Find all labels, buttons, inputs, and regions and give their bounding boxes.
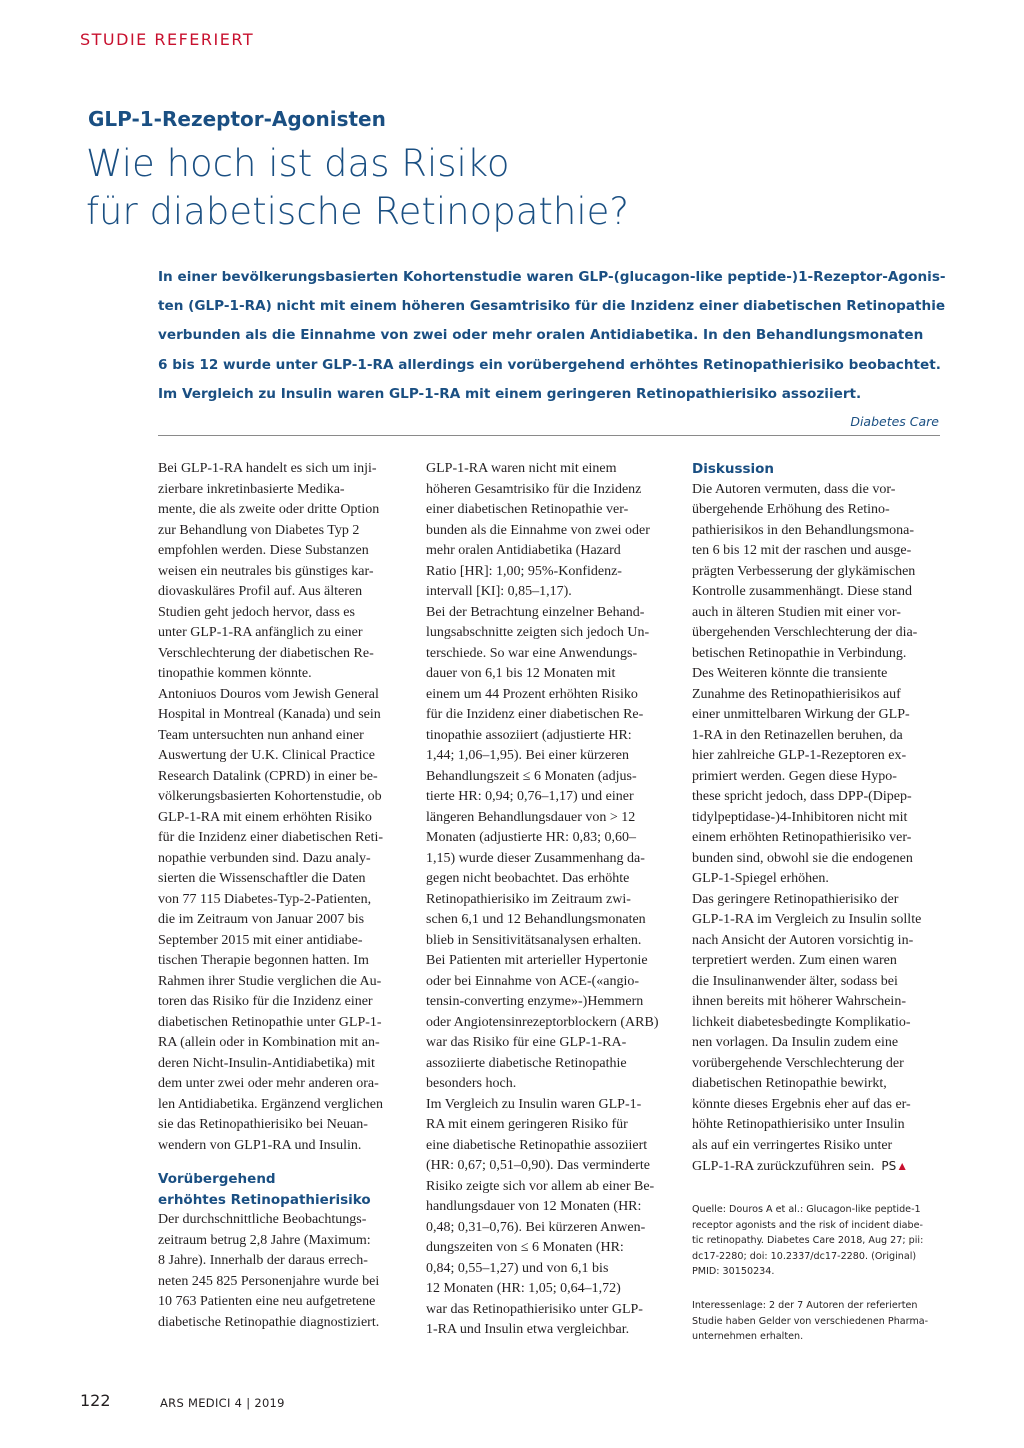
text-line: 0,48; 0,31–0,76). Bei kürzeren Anwen- xyxy=(426,1219,646,1235)
text-line: tischen Therapie begonnen hatten. Im xyxy=(158,953,369,968)
journal-source: Diabetes Care xyxy=(850,414,939,429)
text-line: RA (allein oder in Kombination mit an- xyxy=(158,1035,380,1050)
text-column-2 xyxy=(426,459,670,1341)
text-line: RA mit einem geringeren Risiko für xyxy=(426,1117,628,1132)
lead-line: In einer bevölkerungsbasierten Kohortenstudie waren GLP-(glucagon-like peptide-)1-Rezeptor-Agonis- xyxy=(158,269,946,285)
paragraph xyxy=(158,685,404,1157)
text-line: September 2015 mit einer antidiabe- xyxy=(158,932,363,948)
article-title xyxy=(86,140,629,236)
text-line: 12 Monaten (HR: 1,05; 0,64–1,72) xyxy=(426,1281,621,1296)
lead-line: ten (GLP-1-RA) nicht mit einem höheren Gesamtrisiko für die Inzidenz einer diabetischen Retinopathie xyxy=(158,298,946,315)
text-line: unter GLP-1-RA anfänglich zu einer xyxy=(158,625,363,640)
text-line: toren das Risiko für die Inzidenz einer xyxy=(158,994,373,1009)
text-line: sierten die Wissenschaftler die Daten xyxy=(158,871,366,886)
paragraph xyxy=(426,459,670,603)
text-line: Interessenlage: 2 der 7 Autoren der referierten xyxy=(692,1300,918,1311)
subheading xyxy=(158,1169,404,1210)
text-line: nach Ansicht der Autoren vorsichtig in- xyxy=(692,932,914,948)
text-line: weisen ein neutrales bis günstiges kar- xyxy=(158,563,374,579)
text-line: höheren Gesamtrisiko für die Inzidenz xyxy=(426,481,642,497)
text-line: primiert werden. Gegen diese Hypo- xyxy=(692,768,897,784)
text-line: oder bei Einnahme von ACE-(«angio- xyxy=(426,973,640,989)
text-line: pathierisikos in den Behandlungsmona- xyxy=(692,522,915,538)
title-line: für diabetische Retinopathie? xyxy=(86,190,630,233)
text-line: ten 6 bis 12 mit der raschen und ausge- xyxy=(692,543,912,558)
text-line: Bei Patienten mit arterieller Hypertonie xyxy=(426,953,648,968)
paragraph xyxy=(158,1210,404,1333)
interest-note xyxy=(692,1298,938,1345)
text-line: 1-RA und Insulin etwa vergleichbar. xyxy=(426,1322,630,1337)
text-line: Team untersuchten nun anhand einer xyxy=(158,727,364,743)
paragraph xyxy=(692,480,937,665)
text-line: Risiko zeigte sich vor allem ab einer Be- xyxy=(426,1178,655,1194)
text-line: handlungsdauer von 12 Monaten (HR: xyxy=(426,1199,642,1214)
text-line: zeitraum betrug 2,8 Jahre (Maximum: xyxy=(158,1232,371,1248)
text-line: Studie haben Gelder von verschiedenen Pharma- xyxy=(692,1315,929,1327)
text-line: blieb in Sensitivitätsanalysen erhalten. xyxy=(426,932,642,948)
text-line: sie das Retinopathierisiko bei Neuan- xyxy=(158,1117,368,1132)
text-line: Des Weiteren könnte die transiente xyxy=(692,666,888,681)
text-line: bunden sind, obwohl sie die endogenen xyxy=(692,850,913,866)
author-initials: PS xyxy=(881,1159,897,1173)
text-line: war das Retinopathierisiko unter GLP- xyxy=(426,1301,643,1317)
paragraph xyxy=(158,459,404,685)
text-line: zierbare inkretinbasierte Medika- xyxy=(158,481,345,497)
text-line: tinopathie kommen könnte. xyxy=(158,666,312,681)
text-line: Rahmen ihrer Studie verglichen die Au- xyxy=(158,973,382,989)
text-line: einem erhöhten Retinopathierisiko ver- xyxy=(692,830,912,845)
text-line: lichkeit diabetesbedingte Komplikatio- xyxy=(692,1014,911,1030)
text-line: Verschlechterung der diabetischen Re- xyxy=(158,645,374,661)
text-line: Das geringere Retinopathierisiko der xyxy=(692,891,899,907)
text-line: einer unmittelbaren Wirkung der GLP- xyxy=(692,707,910,722)
lead-line: 6 bis 12 wurde unter GLP-1-RA allerdings ein vorübergehend erhöhtes Retinopathierisiko beobachtet. xyxy=(158,356,941,373)
text-line: 1-RA in den Retinazellen beruhen, da xyxy=(692,727,903,743)
paragraph-end xyxy=(692,1156,937,1178)
text-line: die Insulinanwender älter, sodass bei xyxy=(692,973,898,989)
text-line: Research Datalink (CPRD) in einer be- xyxy=(158,768,378,784)
text-line: these spricht jedoch, dass DPP-(Dipep- xyxy=(692,789,912,804)
text-line: bunden als die Einnahme von zwei oder xyxy=(426,522,650,538)
article-kicker: GLP-1-Rezeptor-Agonisten xyxy=(88,107,386,131)
text-line: einem um 44 Prozent erhöhten Risiko xyxy=(426,686,638,702)
paragraph xyxy=(692,664,937,890)
divider xyxy=(158,435,940,436)
text-line: Im Vergleich zu Insulin waren GLP-1- xyxy=(426,1096,642,1112)
text-line: Hospital in Montreal (Kanada) und sein xyxy=(158,707,381,722)
text-line: tidylpeptidase-)4-Inhibitoren nicht mit xyxy=(692,809,908,825)
text-line: zur Behandlung von Diabetes Typ 2 xyxy=(158,522,360,538)
text-line: Bei GLP-1-RA handelt es sich um inji- xyxy=(158,461,377,476)
page-number: 122 xyxy=(80,1391,111,1410)
text-line: nopathie verbunden sind. Dazu analy- xyxy=(158,850,371,866)
text-line: tinopathie assoziiert (adjustierte HR: xyxy=(426,727,632,743)
text-line: die im Zeitraum von Januar 2007 bis xyxy=(158,912,365,927)
text-line: dungszeiten von ≤ 6 Monaten (HR: xyxy=(426,1240,624,1255)
text-line: GLP-1-RA waren nicht mit einem xyxy=(426,461,617,476)
text-line: diabetische Retinopathie diagnostiziert. xyxy=(158,1314,380,1330)
text-line: vorübergehende Verschlechterung der xyxy=(692,1055,904,1071)
text-line: GLP-1-Spiegel erhöhen. xyxy=(692,871,829,886)
text-line: terpretiert werden. Zum einen waren xyxy=(692,953,897,968)
text-line: längeren Behandlungsdauer von > 12 xyxy=(426,809,636,825)
text-line: 8 Jahre). Innerhalb der daraus errech- xyxy=(158,1253,368,1268)
text-line: empfohlen werden. Diese Substanzen xyxy=(158,543,369,558)
text-line: nen vorlagen. Da Insulin zudem eine xyxy=(692,1035,899,1050)
text-line: war das Risiko für eine GLP-1-RA- xyxy=(426,1035,627,1050)
text-line: diovaskuläres Profil auf. Aus älteren xyxy=(158,584,363,599)
lead-line: verbunden als die Einnahme von zwei oder mehr oralen Antidiabetika. In den Behandlungsmonaten xyxy=(158,327,924,344)
text-line: gegen nicht beobachtet. Das erhöhte xyxy=(426,871,630,886)
text-line xyxy=(692,1156,937,1178)
text-line: intervall [KI]: 0,85–1,17). xyxy=(426,584,572,599)
text-line: Bei der Betrachtung einzelner Behand- xyxy=(426,604,645,620)
text-line: für die Inzidenz einer diabetischen Reti- xyxy=(158,830,384,845)
text-line: lungsabschnitte zeigten sich jedoch Un- xyxy=(426,625,650,640)
text-line: ihnen bereits mit höherer Wahrschein- xyxy=(692,994,906,1009)
title-line: Wie hoch ist das Risiko xyxy=(86,142,510,185)
text-line: mehr oralen Antidiabetika (Hazard xyxy=(426,543,621,558)
text-line: Behandlungszeit ≤ 6 Monaten (adjus- xyxy=(426,768,637,784)
text-line: schen 6,1 und 12 Behandlungsmonaten xyxy=(426,912,646,927)
text-line: Zunahme des Retinopathierisikos auf xyxy=(692,686,901,702)
text-line: prägten Verbesserung der glykämischen xyxy=(692,563,916,579)
text-line: auch in älteren Studien mit einer vor- xyxy=(692,604,901,620)
text-line: mente, die als zweite oder dritte Option xyxy=(158,502,380,517)
text-line: eine diabetische Retinopathie assoziiert xyxy=(426,1137,648,1153)
paragraph xyxy=(426,1095,670,1341)
text-line: 10 763 Patienten eine neu aufgetretene xyxy=(158,1294,376,1309)
text-line: übergehenden Verschlechterung der dia- xyxy=(692,625,918,640)
text-line: Antoniuos Douros vom Jewish General xyxy=(158,686,379,702)
text-line: deren Nicht-Insulin-Antidiabetika) mit xyxy=(158,1055,375,1071)
text-line: höhte Retinopathierisiko unter Insulin xyxy=(692,1117,905,1132)
text-line: dauer von 6,1 bis 12 Monaten mit xyxy=(426,666,616,681)
text-line: hier zahlreiche GLP-1-Rezeptoren ex- xyxy=(692,748,907,763)
text-line: oder Angiotensinrezeptorblockern (ARB) xyxy=(426,1014,659,1030)
text-line: tic retinopathy. Diabetes Care 2018, Aug 27; pii: xyxy=(692,1235,924,1246)
text-line: Studien geht jedoch hervor, dass es xyxy=(158,604,355,620)
text-line: einer diabetischen Retinopathie ver- xyxy=(426,502,629,517)
paragraph xyxy=(426,951,670,1095)
text-line: übergehende Erhöhung des Retino- xyxy=(692,502,890,517)
text-line: Auswertung der U.K. Clinical Practice xyxy=(158,748,375,763)
section-label: STUDIE REFERIERT xyxy=(80,30,255,49)
text-line: Der durchschnittliche Beobachtungs- xyxy=(158,1212,367,1227)
text-line: tensin-converting enzyme»-)Hemmern xyxy=(426,994,644,1009)
text-line: wendern von GLP1-RA und Insulin. xyxy=(158,1137,362,1153)
text-column-3 xyxy=(692,459,937,1178)
subheading-line: Vorübergehend xyxy=(158,1171,276,1187)
end-triangle-icon: ▲ xyxy=(896,1159,909,1173)
subheading-line: erhöhtes Retinopathierisiko xyxy=(158,1191,371,1208)
text-line: tierte HR: 0,94; 0,76–1,17) und einer xyxy=(426,789,634,804)
text-line: völkerungsbasierten Kohortenstudie, ob xyxy=(158,789,382,804)
text-line: len Antidiabetika. Ergänzend verglichen xyxy=(158,1096,383,1112)
text-line: terschiede. So war eine Anwendungs- xyxy=(426,645,638,661)
text-line: assoziierte diabetische Retinopathie xyxy=(426,1055,627,1071)
journal-footer: ARS MEDICI 4 | 2019 xyxy=(160,1396,285,1410)
paragraph xyxy=(426,603,670,952)
text-line: als auf ein verringertes Risiko unter xyxy=(692,1137,893,1153)
text-line: betischen Retinopathie in Verbindung. xyxy=(692,645,907,661)
text-column-1 xyxy=(158,459,404,1333)
text-line: Die Autoren vermuten, dass die vor- xyxy=(692,481,896,497)
text-line-content: GLP-1-RA zurückzuführen sein. xyxy=(692,1159,875,1174)
paragraph xyxy=(692,890,937,1157)
text-line: dem unter zwei oder mehr anderen ora- xyxy=(158,1076,379,1091)
subheading: Diskussion xyxy=(692,461,775,477)
text-line: diabetischen Retinopathie unter GLP-1- xyxy=(158,1014,382,1030)
lead-line: Im Vergleich zu Insulin waren GLP-1-RA mit einem geringeren Retinopathierisiko assoziiert. xyxy=(158,385,862,402)
text-line: Quelle: Douros A et al.: Glucagon-like peptide-1 xyxy=(692,1204,921,1215)
text-line: Monaten (adjustierte HR: 0,83; 0,60– xyxy=(426,830,636,845)
text-line: GLP-1-RA im Vergleich zu Insulin sollte xyxy=(692,912,922,927)
text-line: 0,84; 0,55–1,27) und von 6,1 bis xyxy=(426,1260,609,1276)
text-line: GLP-1-RA mit einem erhöhten Risiko xyxy=(158,809,372,825)
text-line: neten 245 825 Personenjahre wurde bei xyxy=(158,1273,380,1289)
text-line: Retinopathierisiko im Zeitraum zwi- xyxy=(426,891,631,907)
text-line: receptor agonists and the risk of incident diabe- xyxy=(692,1219,923,1231)
text-line: unternehmen erhalten. xyxy=(692,1331,804,1342)
text-line: 1,15) wurde dieser Zusammenhang da- xyxy=(426,850,645,866)
text-line: könnte dieses Ergebnis eher auf das er- xyxy=(692,1096,911,1112)
source-note xyxy=(692,1202,938,1280)
text-line: Ratio [HR]: 1,00; 95%-Konfidenz- xyxy=(426,563,622,579)
text-line: von 77 115 Diabetes-Typ-2-Patienten, xyxy=(158,891,372,907)
text-line: dc17-2280; doi: 10.2337/dc17-2280. (Original) xyxy=(692,1250,917,1262)
text-line: diabetischen Retinopathie bewirkt, xyxy=(692,1076,887,1091)
text-line: 1,44; 1,06–1,95). Bei einer kürzeren xyxy=(426,748,629,763)
article-lead xyxy=(158,263,946,409)
text-line: (HR: 0,67; 0,51–0,90). Das verminderte xyxy=(426,1158,650,1173)
text-line: PMID: 30150234. xyxy=(692,1266,775,1277)
text-line: besonders hoch. xyxy=(426,1076,517,1091)
text-line: Kontrolle zusammenhängt. Diese stand xyxy=(692,584,913,599)
text-line: für die Inzidenz einer diabetischen Re- xyxy=(426,707,644,722)
